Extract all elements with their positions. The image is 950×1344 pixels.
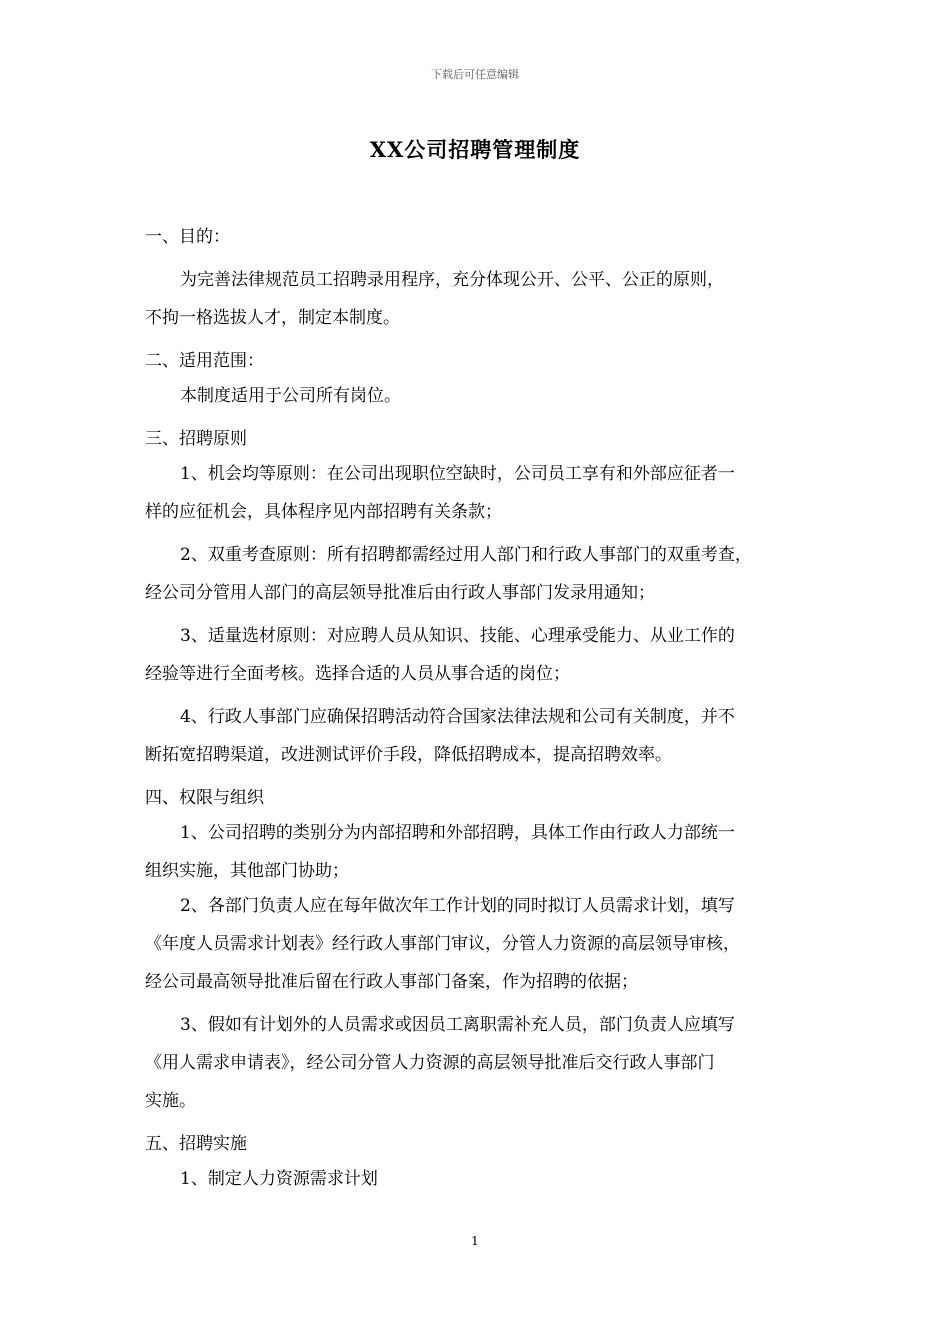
paragraph-line: 4、行政人事部门应确保招聘活动符合国家法律法规和公司有关制度，并不 (180, 707, 735, 727)
paragraph-line: 1、机会均等原则：在公司出现职位空缺时，公司员工享有和外部应征者一 (180, 464, 735, 484)
paragraph-line: 1、制定人力资源需求计划 (180, 1169, 378, 1189)
document-title: XX公司招聘管理制度 (369, 137, 581, 162)
paragraph-line: 经公司分管用人部门的高层领导批准后由行政人事部门发录用通知； (145, 583, 655, 603)
paragraph-line: 2、双重考查原则：所有招聘都需经过用人部门和行政人事部门的双重考查， (180, 545, 752, 565)
section-heading: 二、适用范围： (145, 351, 264, 371)
paragraph-line: 不拘一格选拔人才，制定本制度。 (145, 308, 400, 328)
page-number: 1 (471, 1234, 479, 1248)
paragraph-line: 经验等进行全面考核。选择合适的人员从事合适的岗位； (145, 664, 570, 684)
paragraph-line: 样的应征机会，具体程序见内部招聘有关条款； (145, 502, 502, 522)
paragraph-line: 3、假如有计划外的人员需求或因员工离职需补充人员，部门负责人应填写 (180, 1015, 735, 1035)
section-heading: 一、目的： (145, 227, 230, 247)
paragraph-line: 2、各部门负责人应在每年做次年工作计划的同时拟订人员需求计划，填写 (180, 896, 735, 916)
paragraph-line: 《用人需求申请表》，经公司分管人力资源的高层领导批准后交行政人事部门 (145, 1053, 715, 1073)
section-heading: 三、招聘原则 (145, 429, 247, 449)
paragraph-line: 为完善法律规范员工招聘录用程序，充分体现公开、公平、公正的原则， (180, 270, 724, 290)
paragraph-line: 断拓宽招聘渠道，改进测试评价手段，降低招聘成本，提高招聘效率。 (145, 745, 672, 765)
paragraph-line: 组织实施，其他部门协助； (145, 861, 349, 881)
section-heading: 五、招聘实施 (145, 1134, 247, 1154)
header-note: 下载后可任意编辑 (431, 68, 519, 81)
paragraph-line: 实施。 (145, 1091, 196, 1111)
section-heading: 四、权限与组织 (145, 788, 264, 808)
paragraph-line: 1、公司招聘的类别分为内部招聘和外部招聘，具体工作由行政人力部统一 (180, 823, 735, 843)
paragraph-line: 《年度人员需求计划表》经行政人事部门审议，分管人力资源的高层领导审核， (145, 934, 740, 954)
paragraph-line: 本制度适用于公司所有岗位。 (180, 386, 401, 406)
paragraph-line: 3、适量选材原则：对应聘人员从知识、技能、心理承受能力、从业工作的 (180, 626, 735, 646)
paragraph-line: 经公司最高领导批准后留在行政人事部门备案，作为招聘的依据； (145, 972, 638, 992)
